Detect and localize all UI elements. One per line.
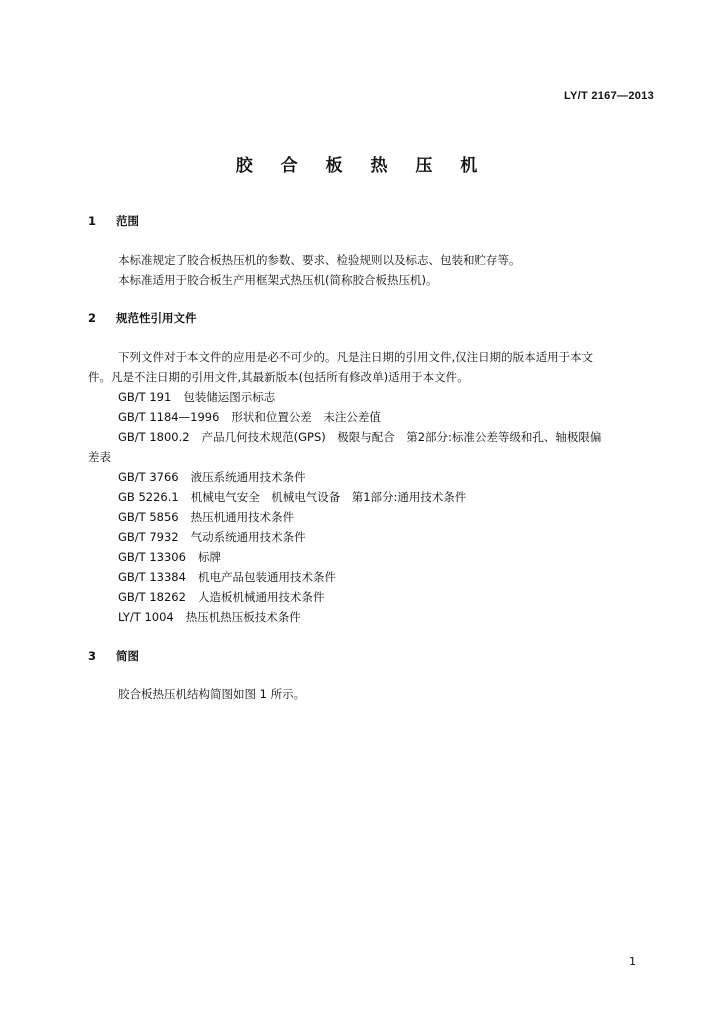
- section-2-intro-line: 件。凡是不注日期的引用文件,其最新版本(包括所有修改单)适用于本文件。: [88, 370, 469, 384]
- reference-code: GB/T 13306: [118, 550, 186, 564]
- reference-item: [118, 469, 306, 485]
- reference-code: GB/T 7932: [118, 530, 179, 544]
- section-title: 规范性引用文件: [116, 311, 197, 325]
- section-1-heading: [88, 213, 139, 229]
- reference-item: [118, 589, 324, 605]
- reference-code: GB/T 191: [118, 390, 172, 404]
- reference-item: [118, 529, 306, 545]
- section-3-heading: [88, 648, 139, 664]
- reference-title: 热压机热压板技术条件: [185, 610, 301, 624]
- reference-item: [118, 509, 294, 525]
- reference-item: [118, 409, 381, 425]
- section-number: 2: [88, 311, 97, 325]
- reference-title: 气动系统通用技术条件: [190, 530, 306, 544]
- reference-item: [118, 389, 275, 405]
- reference-item: [118, 569, 336, 585]
- reference-code: GB/T 1800.2: [118, 430, 190, 444]
- reference-title: 产品几何技术规范(GPS) 极限与配合 第2部分:标准公差等级和孔、轴极限偏: [201, 430, 602, 444]
- reference-code: GB/T 5856: [118, 510, 179, 524]
- reference-item: [118, 549, 221, 565]
- section-3-paragraph: 胶合板热压机结构简图如图 1 所示。: [118, 687, 306, 701]
- section-1-paragraph: 本标准适用于胶合板生产用框架式热压机(简称胶合板热压机)。: [118, 273, 438, 287]
- section-title: 范围: [116, 214, 139, 228]
- reference-title: 机电产品包装通用技术条件: [197, 570, 336, 584]
- reference-title: 形状和位置公差 未注公差值: [231, 410, 381, 424]
- page-number: 1: [629, 955, 636, 968]
- reference-code: LY/T 1004: [118, 610, 174, 624]
- reference-item: [118, 489, 466, 505]
- reference-title: 包装储运图示标志: [183, 390, 276, 404]
- section-2-heading: [88, 310, 197, 326]
- reference-title: 热压机通用技术条件: [190, 510, 295, 524]
- reference-item: [118, 609, 301, 625]
- section-number: 3: [88, 649, 97, 663]
- section-number: 1: [88, 214, 97, 228]
- section-1-paragraph: 本标准规定了胶合板热压机的参数、要求、检验规则以及标志、包装和贮存等。: [118, 253, 521, 267]
- standard-code: LY/T 2167—2013: [563, 90, 654, 102]
- section-2-intro-line: 下列文件对于本文件的应用是必不可少的。凡是注日期的引用文件,仅注日期的版本适用于本文: [118, 350, 594, 364]
- reference-title: 标牌: [197, 550, 221, 564]
- reference-code: GB/T 13384: [118, 570, 186, 584]
- document-title: 胶 合 板 热 压 机: [235, 156, 489, 176]
- reference-code: GB/T 3766: [118, 470, 179, 484]
- reference-code: GB/T 18262: [118, 590, 186, 604]
- reference-title: 人造板机械通用技术条件: [197, 590, 325, 604]
- section-title: 简图: [116, 649, 139, 663]
- reference-title: 液压系统通用技术条件: [190, 470, 306, 484]
- reference-code: GB 5226.1: [118, 490, 179, 504]
- reference-title: 机械电气安全 机械电气设备 第1部分:通用技术条件: [190, 490, 467, 504]
- reference-item: [118, 429, 601, 445]
- reference-code: GB/T 1184—1996: [118, 410, 220, 424]
- reference-wrap-line: 差表: [88, 450, 111, 464]
